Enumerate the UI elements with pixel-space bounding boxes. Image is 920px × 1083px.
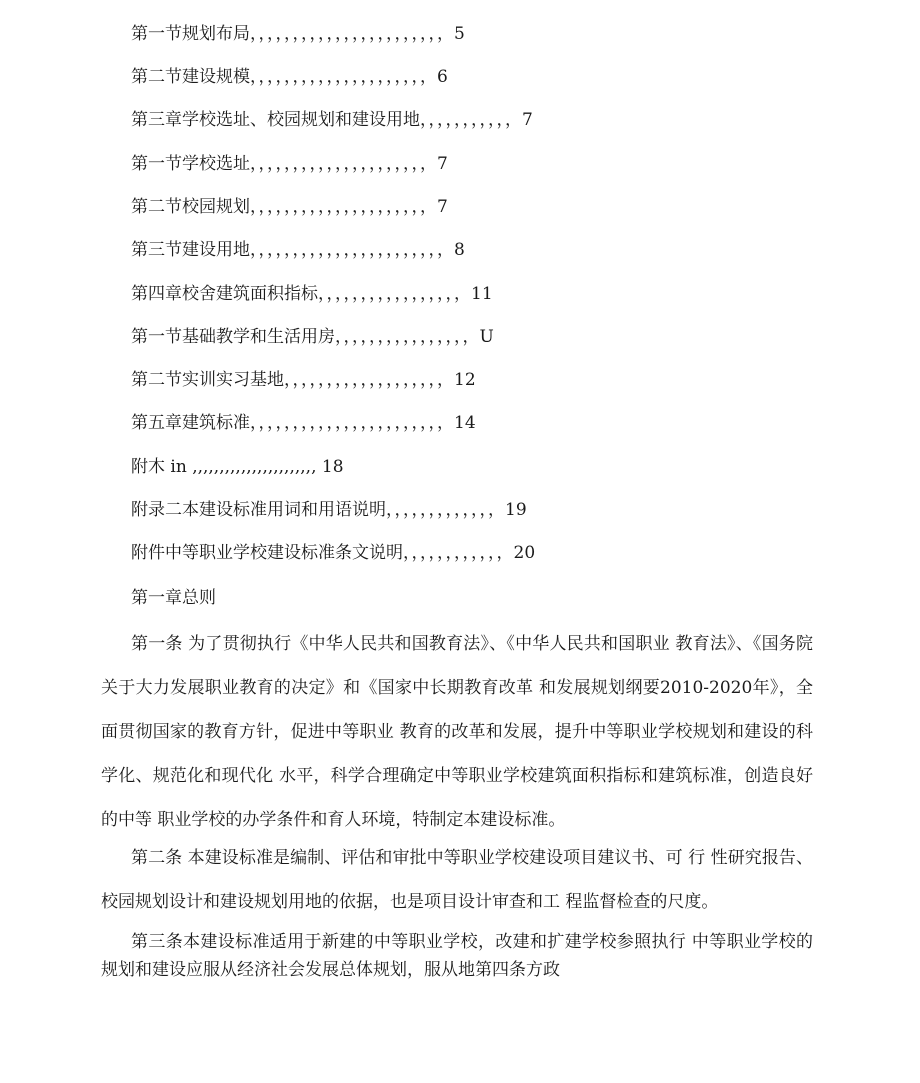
toc-entry: 第一节基础教学和生活用房，，，，，，，，，，，，，，，，U	[131, 327, 494, 347]
article-two-paragraph: 第二条 本建设标准是编制、评估和审批中等职业学校建设项目建议书、可 行 性研究报告、校园规划设计和建设规划用地的依据，也是项目设计审查和工 程监督检查的尺度。	[101, 848, 813, 912]
toc-entry: 第四章校舍建筑面积指标，，，，，，，，，，，，，，，，，11	[131, 284, 493, 304]
toc-entry: 第一节规划布局，，，，，，，，，，，，，，，，，，，，，，，5	[131, 24, 465, 44]
chapter-heading: 第一章总则	[131, 588, 216, 608]
toc-entry: 第二节建设规模，，，，，，，，，，，，，，，，，，，，，6	[131, 67, 448, 87]
toc-entry: 第二节校园规划，，，，，，，，，，，，，，，，，，，，，7	[131, 197, 448, 217]
toc-entry: 第三章学校选址、校园规划和建设用地，，，，，，，，，，，7	[131, 110, 533, 130]
toc-entry: 附录二本建设标准用词和用语说明，，，，，，，，，，，，，19	[131, 500, 527, 520]
toc-entry: 附木 in ,,,,,,,,,,,,,,,,,,,,,,, 18	[131, 457, 344, 477]
toc-entry: 第三节建设用地，，，，，，，，，，，，，，，，，，，，，，，8	[131, 240, 465, 260]
toc-entry: 第二节实训实习基地，，，，，，，，，，，，，，，，，，，12	[131, 370, 476, 390]
article-one-paragraph: 第一条 为了贯彻执行《中华人民共和国教育法》、《中华人民共和国职业 教育法》、《国务院关于大力发展职业教育的决定》和《国家中长期教育改革 和发展规划纲要2010-2020年》，全面贯彻国家的教育方针，促进中等职业 教育的改革和发展，提升中等职业学校规划和建设的科学化、规范化和现代化 水平，科学合理确定中等职业学校建筑面积指标和建筑标准，创造良好的中等 职业学校的办学条件和育人环境，特制定本建设标准。	[101, 634, 813, 830]
toc-entry: 附件中等职业学校建设标准条文说明，，，，，，，，，，，，20	[131, 543, 536, 563]
article-three-paragraph: 第三条本建设标准适用于新建的中等职业学校，改建和扩建学校参照执行 中等职业学校的规划和建设应服从经济社会发展总体规划，服从地第四条方政	[101, 932, 813, 980]
toc-entry: 第五章建筑标准，，，，，，，，，，，，，，，，，，，，，，，14	[131, 413, 476, 433]
toc-entry: 第一节学校选址，，，，，，，，，，，，，，，，，，，，，7	[131, 154, 448, 174]
